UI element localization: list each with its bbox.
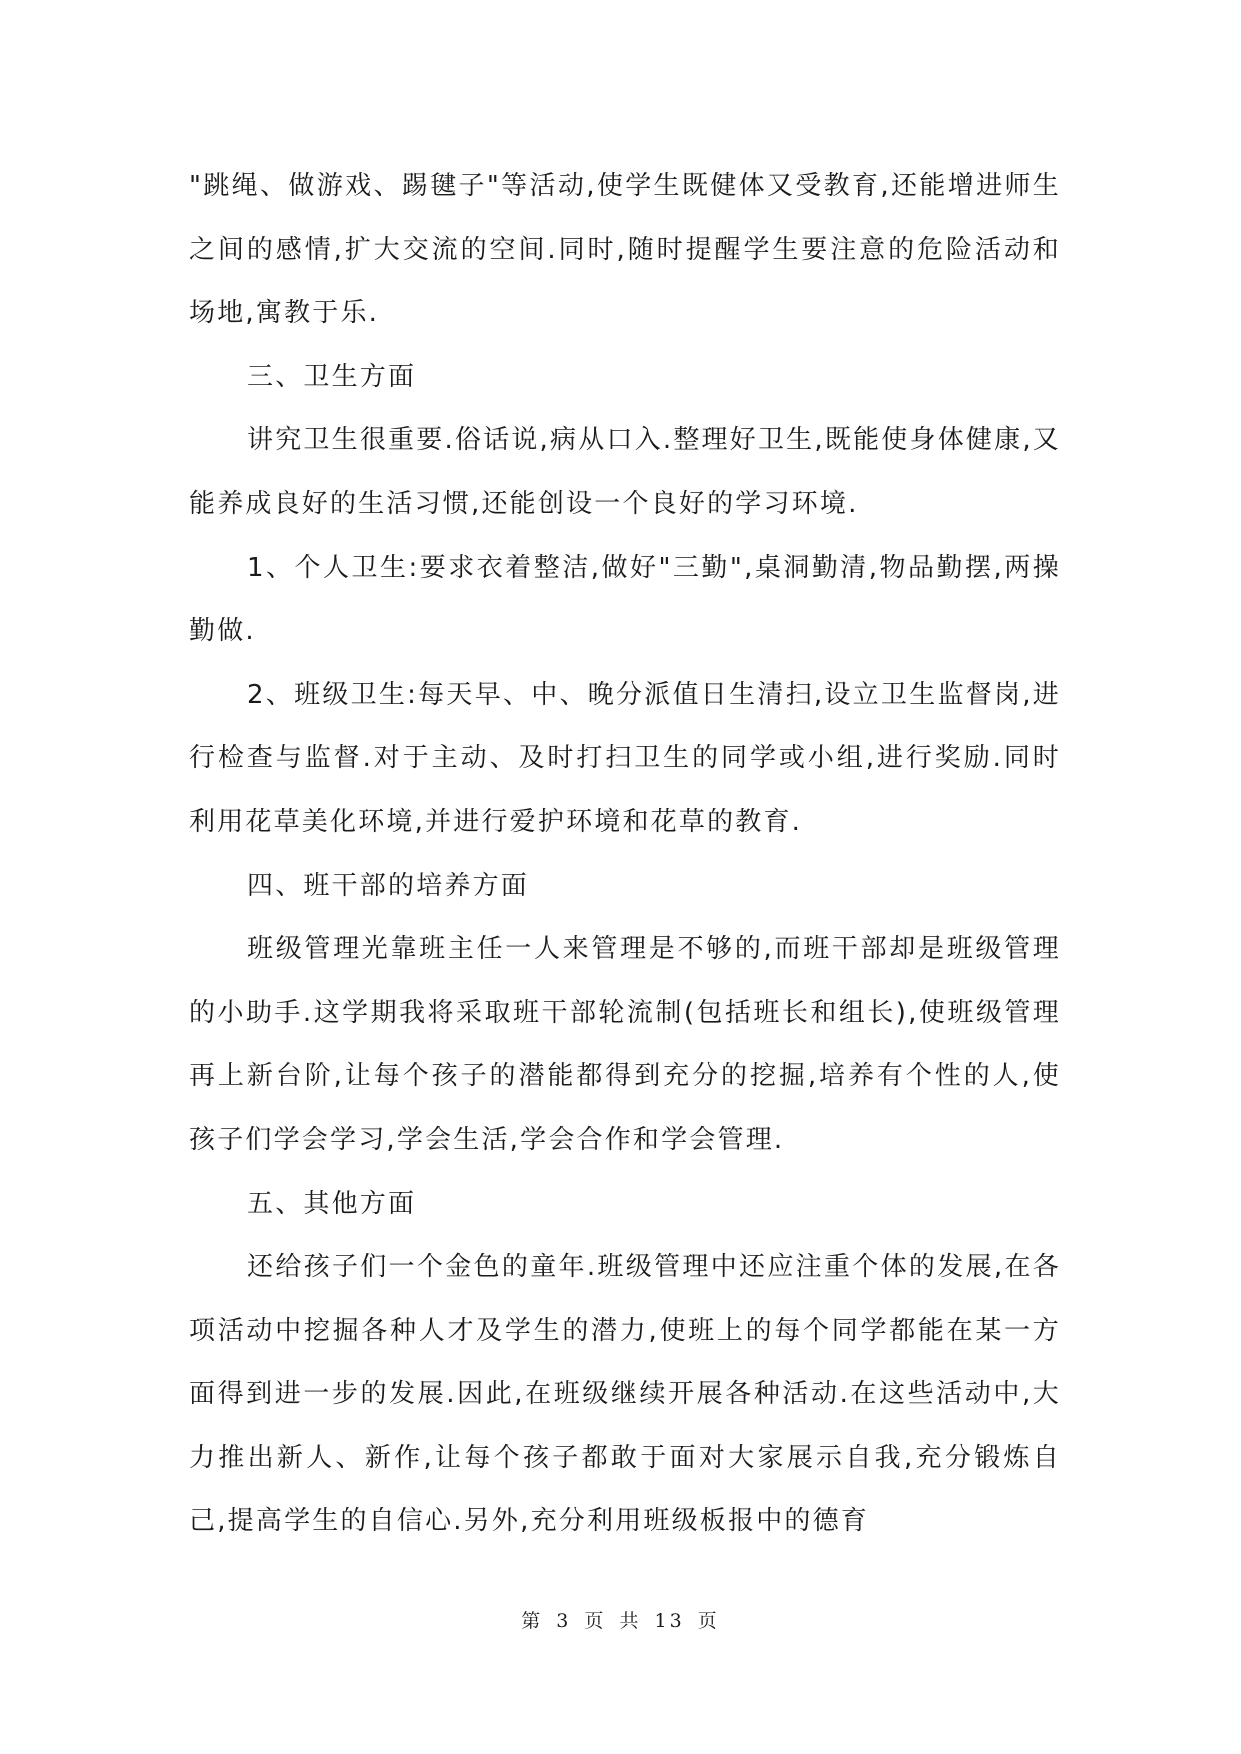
section-heading: 四、班干部的培养方面: [247, 870, 530, 901]
total-pages-number: 13: [654, 1610, 685, 1632]
footer-prefix: 第: [521, 1610, 544, 1632]
paragraph: 还给孩子们一个金色的童年.班级管理中还应注重个体的发展,在各项活动中挖掘各种人才及学生的潜力,使班上的每个同学都能在某一方面得到进一步的发展.因此,在班级继续开展各种活动.在这些活动中,大力推出新人、新作,让每个孩子都敢于面对大家展示自我,充分锻炼自己,提高学生的自信心.另外,充分利用班级板报中的德育: [189, 1252, 1061, 1537]
current-page-number: 3: [556, 1610, 572, 1632]
paragraph: "跳绳、做游戏、踢毽子"等活动,使学生既健体又受教育,还能增进师生之间的感情,扩大交流的空间.同时,随时提醒学生要注意的危险活动和场地,寓教于乐.: [189, 171, 1061, 329]
paragraph: 班级管理光靠班主任一人来管理是不够的,而班干部却是班级管理的小助手.这学期我将采取班干部轮流制(包括班长和组长),使班级管理再上新台阶,让每个孩子的潜能都得到充分的挖掘,培养有个性的人,使孩子们学会学习,学会生活,学会合作和学会管理.: [189, 934, 1061, 1155]
paragraph: 2、班级卫生:每天早、中、晚分派值日生清扫,设立卫生监督岗,进行检查与监督.对于主动、及时打扫卫生的同学或小组,进行奖励.同时利用花草美化环境,并进行爱护环境和花草的教育.: [189, 679, 1061, 837]
paragraph: 1、个人卫生:要求衣着整洁,做好"三勤",桌洞勤清,物品勤摆,两操勤做.: [189, 552, 1061, 647]
section-heading: 五、其他方面: [247, 1188, 417, 1219]
document-body: [189, 155, 1061, 1554]
page-footer: [0, 1606, 1241, 1633]
section-heading: 三、卫生方面: [247, 361, 417, 392]
paragraph: 讲究卫生很重要.俗话说,病从口入.整理好卫生,既能使身体健康,又能养成良好的生活习惯,还能创设一个良好的学习环境.: [189, 425, 1061, 519]
footer-total-word: 共: [619, 1610, 642, 1632]
footer-suffix: 页: [697, 1610, 720, 1632]
footer-page-word: 页: [584, 1610, 607, 1632]
